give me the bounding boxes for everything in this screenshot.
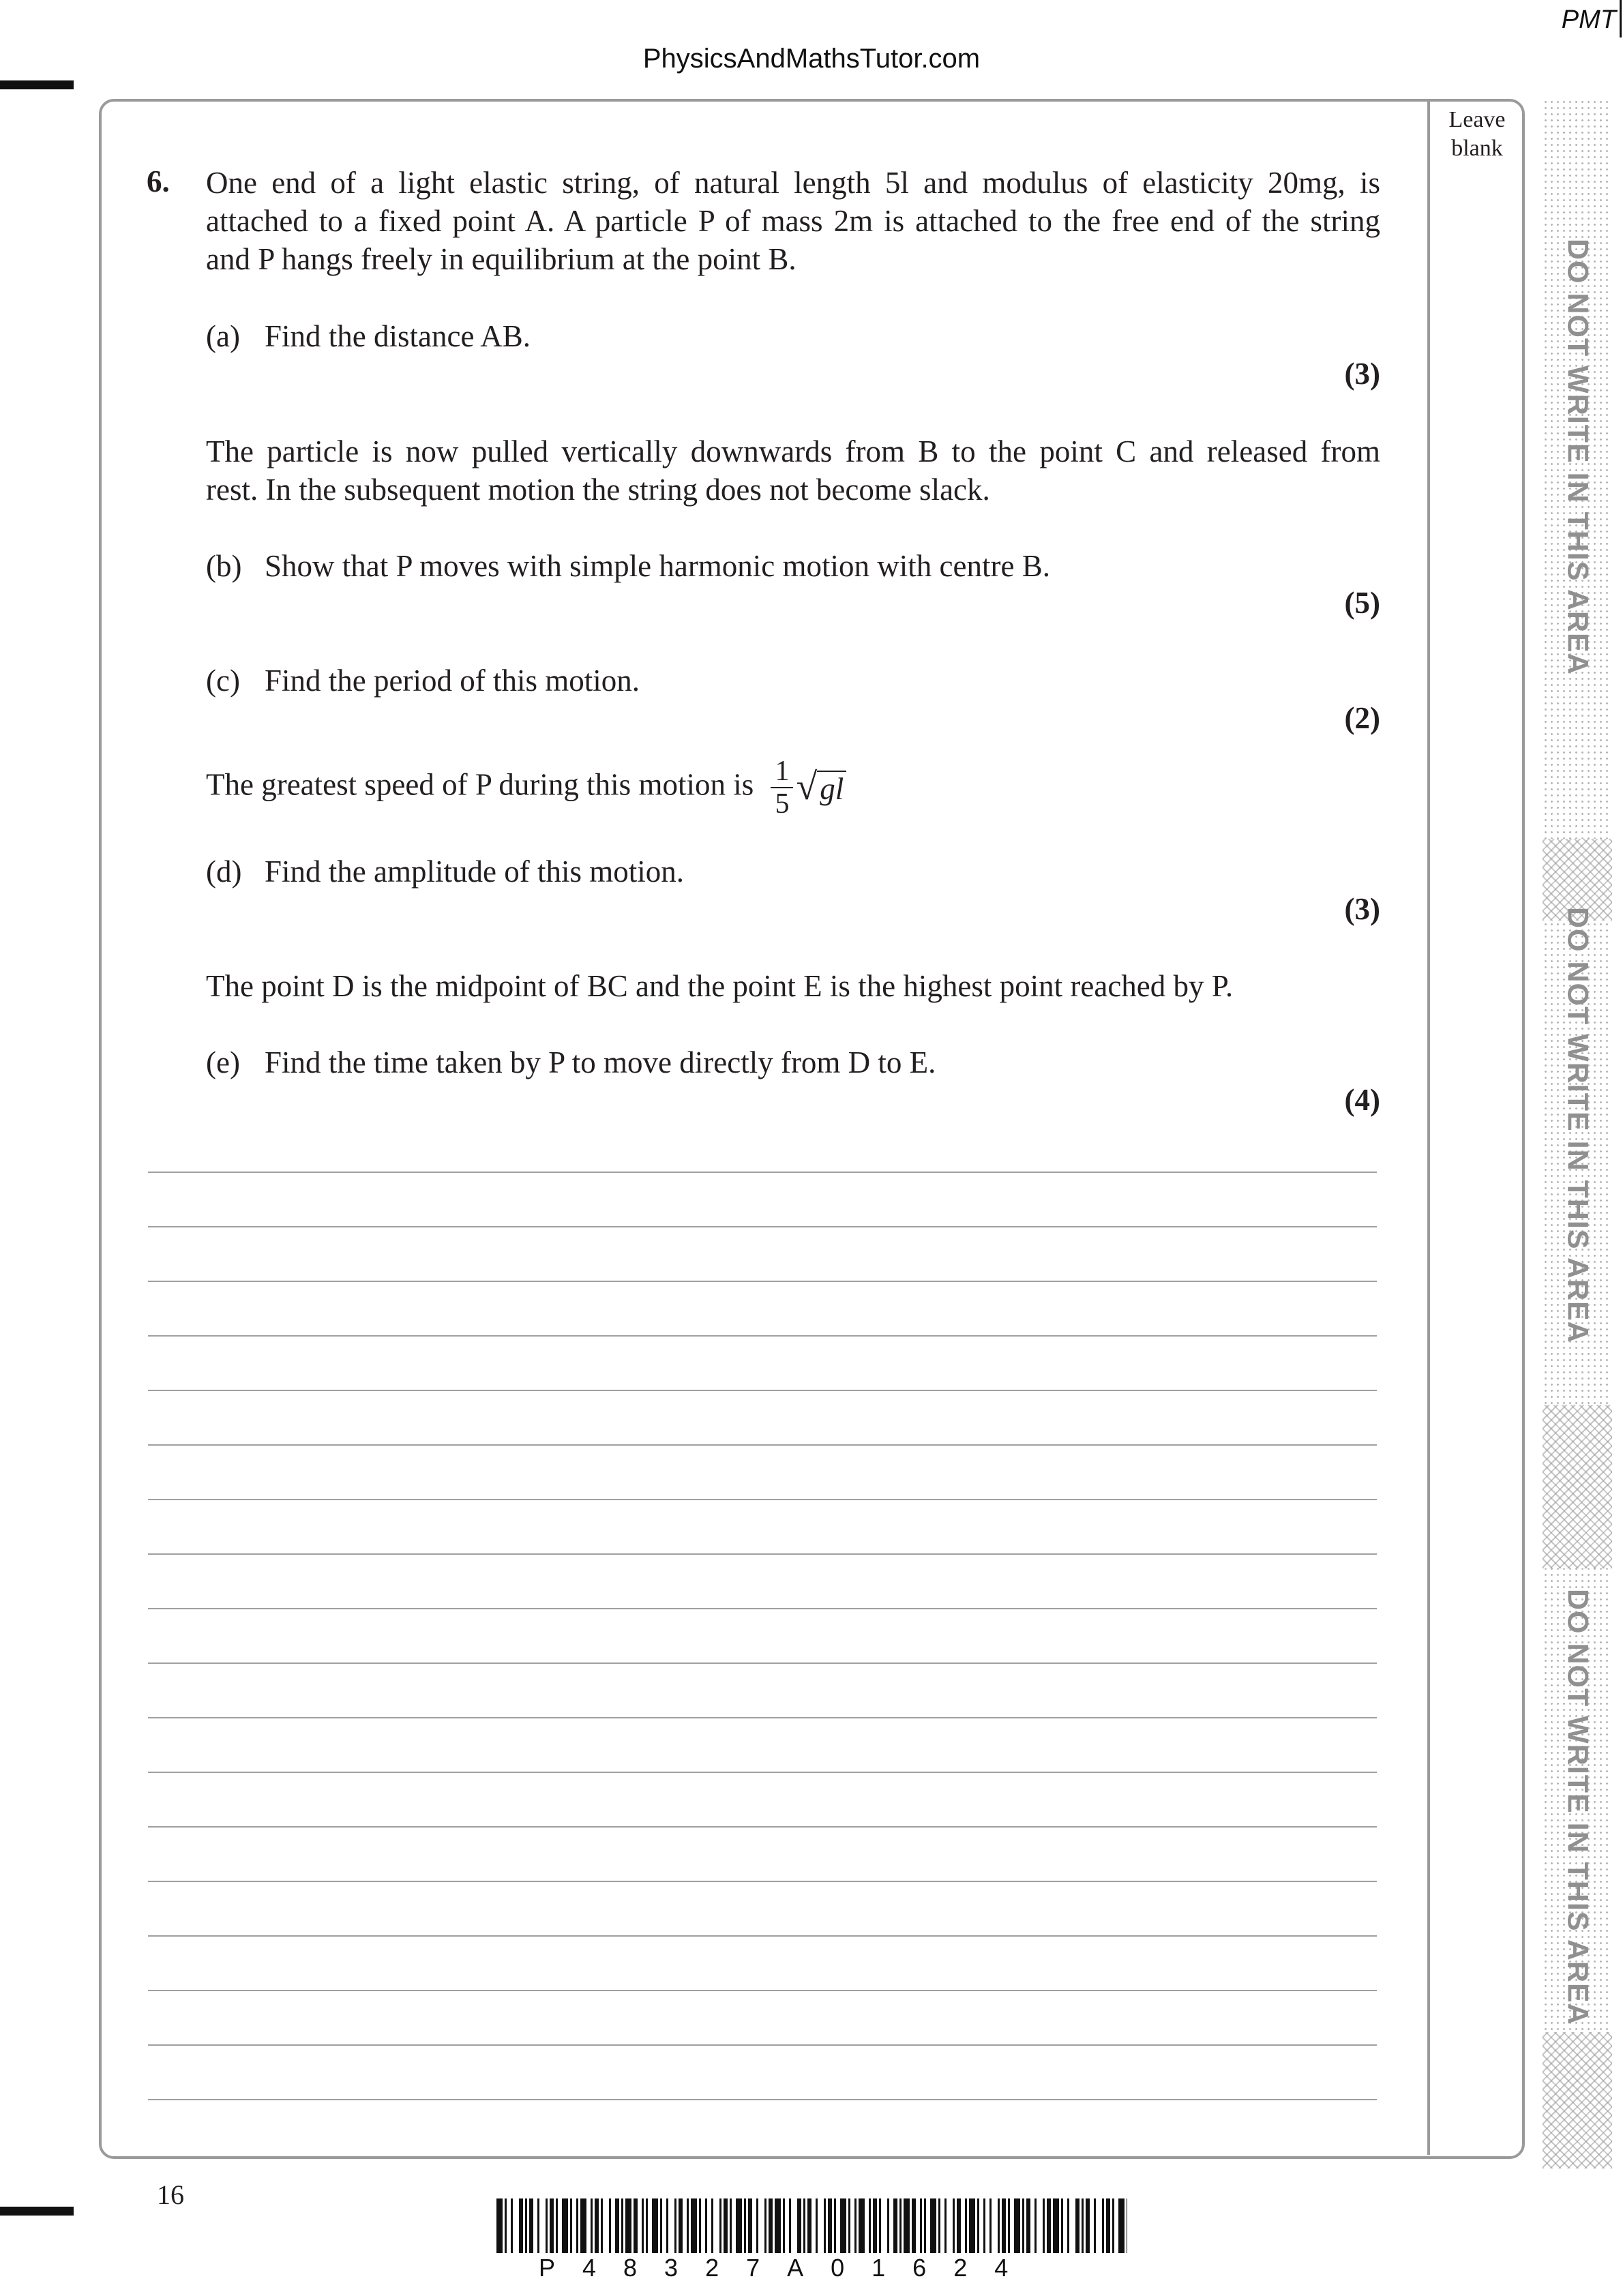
barcode-bar	[983, 2198, 985, 2253]
leave-blank-label	[1432, 106, 1522, 163]
warning-text: DO NOT WRITE IN THIS AREA	[1561, 907, 1594, 1343]
part-b-label: (b)	[206, 549, 242, 583]
barcode-bar	[625, 2198, 631, 2253]
barcode-bar	[816, 2198, 818, 2253]
barcode-bar	[789, 2198, 791, 2253]
barcode-bar	[556, 2198, 558, 2253]
barcode-bar	[1067, 2198, 1069, 2253]
part-a	[206, 317, 531, 355]
barcode-bar	[1043, 2198, 1045, 2253]
barcode-bar	[674, 2198, 676, 2253]
barcode-bar	[562, 2198, 568, 2253]
barcode-bar	[736, 2198, 742, 2253]
barcode-bar	[1086, 2198, 1090, 2253]
barcode-bar	[969, 2198, 975, 2253]
barcode-bar	[879, 2198, 881, 2253]
barcode-bar	[807, 2198, 812, 2253]
barcode-bar	[1026, 2198, 1030, 2253]
part-c	[206, 661, 640, 700]
barcode-bar	[1082, 2198, 1084, 2253]
barcode-bar	[998, 2198, 1000, 2253]
barcode-bar	[930, 2198, 936, 2253]
fraction-denominator: 5	[775, 788, 790, 820]
answer-line[interactable]	[148, 2044, 1377, 2046]
barcode-bar	[1008, 2198, 1010, 2253]
barcode-bar	[642, 2198, 644, 2253]
barcode-bar	[525, 2198, 527, 2253]
margin-hatch-2	[1543, 1405, 1612, 1568]
barcode-bar	[496, 2198, 503, 2253]
part-a-marks: (3)	[1344, 357, 1380, 391]
barcode-text: P48327A01624	[539, 2254, 1036, 2282]
barcode-bar	[869, 2198, 871, 2253]
barcode-bar	[1002, 2198, 1006, 2253]
barcode-bar	[764, 2198, 766, 2253]
margin-warning-3	[1543, 1582, 1612, 2032]
barcode-bar	[840, 2198, 846, 2253]
barcode-bar	[519, 2198, 523, 2253]
corner-rule	[1620, 0, 1622, 38]
answer-line[interactable]	[148, 1226, 1377, 1227]
barcode-bar	[1034, 2198, 1037, 2253]
answer-line[interactable]	[148, 1335, 1377, 1337]
answer-line[interactable]	[148, 1663, 1377, 1664]
part-d-text: Find the amplitude of this motion.	[265, 854, 684, 889]
barcode-bar	[957, 2198, 961, 2253]
fraction-numerator: 1	[775, 756, 790, 787]
part-b-marks: (5)	[1344, 586, 1380, 620]
barcode-bar	[938, 2198, 940, 2253]
barcode-bar	[724, 2198, 728, 2253]
barcode-bar	[705, 2198, 707, 2253]
context-1-line-1: The particle is now pulled vertically downwards from B to the point C and released from	[206, 434, 1380, 468]
barcode-bar	[893, 2198, 897, 2253]
part-d-label: (d)	[206, 854, 242, 889]
context-3: The point D is the midpoint of BC and the point E is the highest point reached by P.	[206, 969, 1234, 1003]
stem-line-1: One end of a light elastic string, of natural length 5l and modulus of elasticity 20mg, is	[206, 166, 1380, 200]
barcode-bar	[595, 2198, 599, 2253]
answer-line[interactable]	[148, 1826, 1377, 1828]
barcode-bar	[711, 2198, 713, 2253]
part-b	[206, 547, 1050, 585]
barcode-bar	[615, 2198, 619, 2253]
question-number: 6.	[147, 164, 170, 198]
barcode-bar	[652, 2198, 658, 2253]
barcode-bar	[854, 2198, 857, 2253]
answer-line[interactable]	[148, 1990, 1377, 1991]
margin-warning-2	[1543, 900, 1612, 1350]
barcode-bar	[601, 2198, 603, 2253]
barcode-bar	[887, 2198, 889, 2253]
barcode-bar	[679, 2198, 683, 2253]
warning-text: DO NOT WRITE IN THIS AREA	[1561, 239, 1594, 675]
barcode-bar	[570, 2198, 572, 2253]
part-b-text: Show that P moves with simple harmonic motion with centre B.	[265, 549, 1050, 583]
barcode-bar	[1014, 2198, 1020, 2253]
leave-blank-divider	[1427, 100, 1430, 2155]
leave-label-line1: Leave	[1448, 107, 1506, 132]
barcode-bar	[1112, 2198, 1114, 2253]
barcode-bar	[965, 2198, 967, 2253]
barcode-bar	[924, 2198, 926, 2253]
barcode-bar	[848, 2198, 850, 2253]
barcode-bar	[505, 2198, 507, 2253]
barcode-bar	[666, 2198, 668, 2253]
barcode-bar	[591, 2198, 593, 2253]
barcode-bar	[744, 2198, 746, 2253]
barcode-bar	[920, 2198, 922, 2253]
radical-sign: √	[796, 765, 818, 808]
barcode-bar	[834, 2198, 836, 2253]
barcode-bar	[953, 2198, 955, 2253]
barcode-bar	[719, 2198, 721, 2253]
answer-line[interactable]	[148, 1553, 1377, 1555]
context-2	[206, 756, 846, 820]
barcode-bar	[660, 2198, 662, 2253]
barcode-bar	[537, 2198, 539, 2253]
barcode-bar	[824, 2198, 826, 2253]
answer-line[interactable]	[148, 1390, 1377, 1391]
barcode-bar	[511, 2198, 513, 2253]
answer-line[interactable]	[148, 1717, 1377, 1718]
barcode-bar	[899, 2198, 902, 2253]
barcode-bar	[699, 2198, 701, 2253]
barcode-bar	[828, 2198, 832, 2253]
part-e-marks: (4)	[1344, 1083, 1380, 1117]
warning-text: DO NOT WRITE IN THIS AREA	[1561, 1589, 1594, 2025]
leave-label-line2: blank	[1451, 136, 1503, 161]
answer-line[interactable]	[148, 1608, 1377, 1609]
pmt-tag: PMT	[1561, 5, 1616, 34]
barcode-bar	[859, 2198, 865, 2253]
barcode-bar	[748, 2198, 752, 2253]
barcode-bar	[775, 2198, 781, 2253]
answer-line[interactable]	[148, 1935, 1377, 1937]
part-d	[206, 852, 684, 891]
stem-line-3: and P hangs freely in equilibrium at the point B.	[206, 242, 796, 276]
barcode-bar	[646, 2198, 648, 2253]
barcode-bar	[1047, 2198, 1051, 2253]
barcode-bar	[912, 2198, 916, 2253]
barcode-bar	[621, 2198, 623, 2253]
square-root	[796, 765, 846, 808]
barcode-bar	[546, 2198, 548, 2253]
barcode-bar	[769, 2198, 773, 2253]
part-e-label: (e)	[206, 1045, 240, 1079]
barcode-bar	[529, 2198, 533, 2253]
part-a-text: Find the distance AB.	[265, 319, 531, 353]
answer-line[interactable]	[148, 2099, 1377, 2100]
barcode-bar	[609, 2198, 611, 2253]
barcode-bar	[1061, 2198, 1063, 2253]
barcode-bar	[904, 2198, 910, 2253]
barcode-bar	[1075, 2198, 1079, 2253]
answer-line[interactable]	[148, 1281, 1377, 1282]
page-number: 16	[157, 2179, 184, 2210]
barcode-bar	[797, 2198, 801, 2253]
barcode-bar	[687, 2198, 689, 2253]
barcode-bar	[944, 2198, 947, 2253]
fraction	[771, 756, 793, 820]
barcode-bar	[1022, 2198, 1024, 2253]
radicand: gl	[817, 771, 846, 806]
barcode-bar	[873, 2198, 877, 2253]
answer-line[interactable]	[148, 1881, 1377, 1882]
site-header: PhysicsAndMathsTutor.com	[642, 44, 981, 74]
part-e	[206, 1043, 936, 1082]
part-c-marks: (2)	[1344, 701, 1380, 735]
barcode-bar	[576, 2198, 578, 2253]
barcode	[496, 2198, 1127, 2253]
stem-line-2: attached to a fixed point A. A particle P of mass 2m is attached to the free end of the string	[206, 204, 1380, 238]
part-e-text: Find the time taken by P to move directly from D to E.	[265, 1045, 936, 1079]
part-c-label: (c)	[206, 664, 240, 698]
margin-warning-1	[1543, 232, 1612, 682]
answer-frame	[99, 99, 1525, 2159]
barcode-bar	[977, 2198, 979, 2253]
answer-line[interactable]	[148, 1172, 1377, 1173]
barcode-bar	[1102, 2198, 1104, 2253]
barcode-bar	[634, 2198, 638, 2253]
crop-mark-top	[0, 80, 74, 89]
context-2-text: The greatest speed of P during this motion is	[206, 767, 754, 802]
part-c-text: Find the period of this motion.	[265, 664, 640, 698]
answer-line[interactable]	[148, 1499, 1377, 1500]
barcode-bar	[730, 2198, 732, 2253]
barcode-bar	[550, 2198, 554, 2253]
part-d-marks: (3)	[1344, 892, 1380, 926]
barcode-bar	[1094, 2198, 1096, 2253]
barcode-bar	[1106, 2198, 1110, 2253]
barcode-bar	[580, 2198, 586, 2253]
part-a-label: (a)	[206, 319, 240, 353]
barcode-bar	[803, 2198, 805, 2253]
barcode-bar	[756, 2198, 758, 2253]
answer-line[interactable]	[148, 1772, 1377, 1773]
barcode-bar	[783, 2198, 785, 2253]
crop-mark-bottom	[0, 2207, 74, 2216]
answer-line[interactable]	[148, 1444, 1377, 1446]
barcode-bar	[691, 2198, 697, 2253]
barcode-bar	[1118, 2198, 1125, 2253]
barcode-bar	[1053, 2198, 1059, 2253]
barcode-bar	[989, 2198, 992, 2253]
margin-hatch-3	[1543, 2032, 1612, 2168]
context-1-line-2: rest. In the subsequent motion the string does not become slack.	[206, 473, 990, 507]
